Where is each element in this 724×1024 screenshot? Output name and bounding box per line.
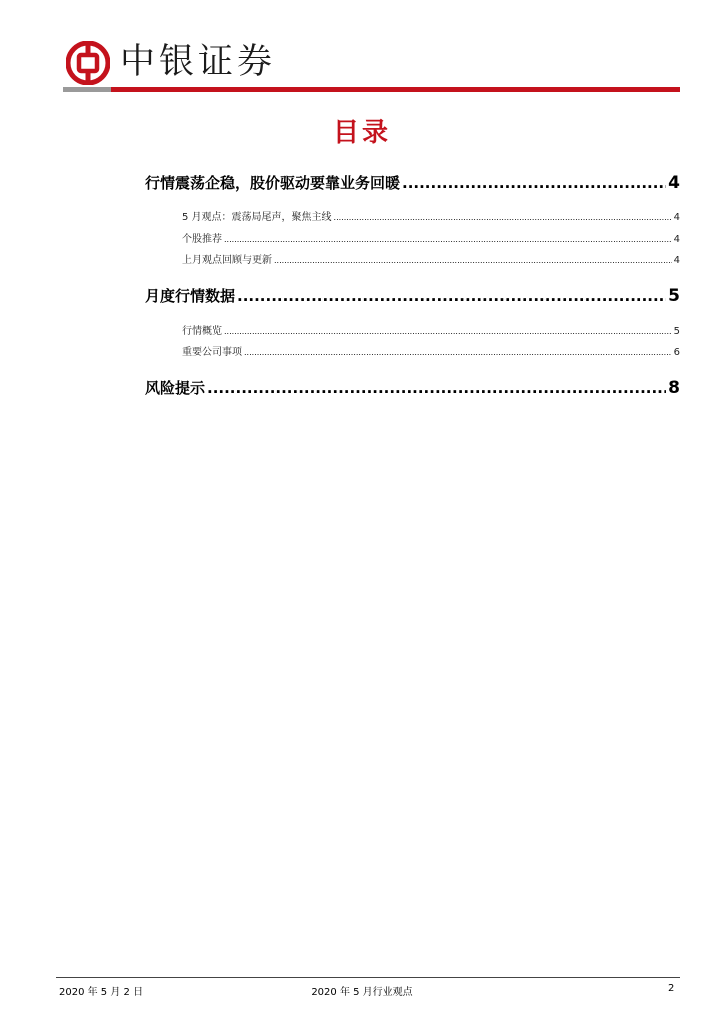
toc-dot-leader bbox=[237, 287, 666, 305]
toc-page-number: 5 bbox=[673, 326, 680, 337]
header-rule-red bbox=[111, 87, 680, 92]
toc-entry-label: 个股推荐 bbox=[182, 234, 222, 245]
toc-entry[interactable] bbox=[145, 172, 680, 193]
toc-entry[interactable] bbox=[182, 251, 680, 266]
toc-page-number: 5 bbox=[668, 286, 680, 306]
toc-dot-leader bbox=[224, 235, 672, 244]
toc-entry[interactable] bbox=[145, 285, 680, 306]
toc-entry[interactable] bbox=[182, 230, 680, 245]
toc-dot-leader bbox=[334, 213, 672, 222]
toc-page-number: 4 bbox=[668, 173, 680, 193]
footer-date: 2020 年 5 月 2 日 bbox=[59, 987, 144, 998]
toc-page-number: 4 bbox=[673, 234, 680, 245]
footer-report-title: 2020 年 5 月行业观点 bbox=[311, 987, 413, 998]
page-header bbox=[0, 0, 724, 96]
toc-dot-leader bbox=[244, 348, 672, 357]
toc-page-number: 4 bbox=[673, 255, 680, 266]
toc-entry[interactable] bbox=[182, 208, 680, 223]
toc-page-number: 4 bbox=[673, 212, 680, 223]
toc-entry-label: 行情震荡企稳，股价驱动要靠业务回暖 bbox=[145, 174, 401, 192]
footer-page-number: 2 bbox=[668, 983, 675, 994]
brand-name: 中银证券 bbox=[120, 42, 277, 82]
toc-page-number: 8 bbox=[668, 378, 680, 398]
toc-dot-leader bbox=[224, 327, 672, 336]
header-rule-grey bbox=[63, 87, 111, 92]
toc-page-number: 6 bbox=[673, 347, 680, 358]
toc-entry-label: 重要公司事项 bbox=[182, 347, 242, 358]
toc-dot-leader bbox=[274, 256, 672, 265]
toc-entry[interactable] bbox=[145, 377, 680, 398]
toc-dot-leader bbox=[402, 174, 666, 192]
toc-entry[interactable] bbox=[182, 322, 680, 337]
toc-dot-leader bbox=[207, 379, 666, 397]
toc-entry-label: 风险提示 bbox=[145, 379, 206, 397]
boc-coin-logo-icon bbox=[66, 41, 110, 85]
toc-entry[interactable] bbox=[182, 343, 680, 358]
toc-entry-label: 5 月观点：震荡局尾声，聚焦主线 bbox=[182, 212, 332, 223]
toc-entry-label: 月度行情数据 bbox=[145, 287, 236, 305]
toc-entry-label: 行情概览 bbox=[182, 326, 222, 337]
toc-entry-label: 上月观点回顾与更新 bbox=[182, 255, 272, 266]
toc-title: 目录 bbox=[332, 118, 391, 148]
footer-rule bbox=[56, 977, 680, 978]
